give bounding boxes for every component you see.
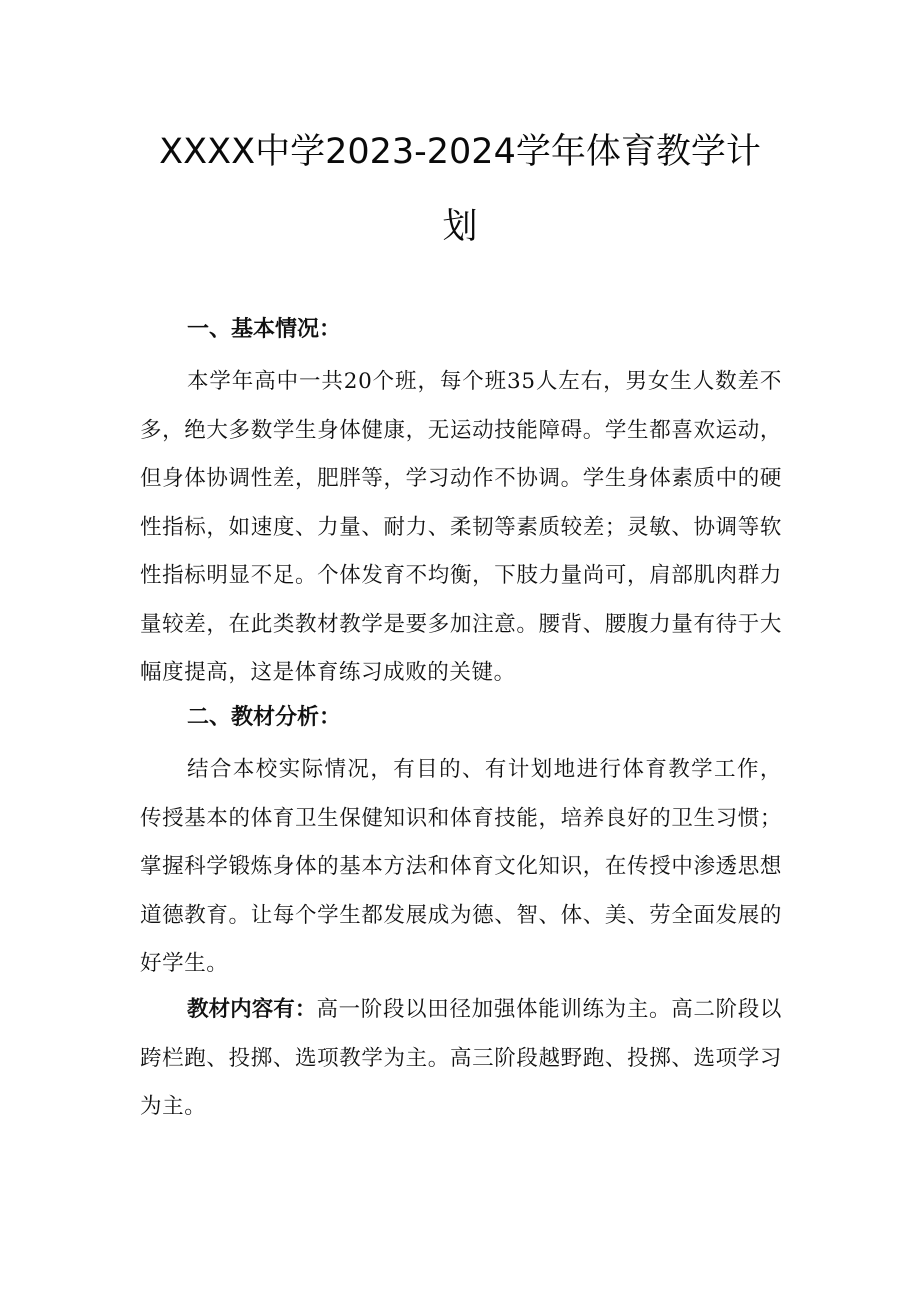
material-content-text: 高一阶段以田径加强体能训练为主。高二阶段以跨栏跑、投掷、选项教学为主。高三阶段越野跑、投掷、选项学习为主。	[140, 997, 782, 1119]
paragraph-basic-situation: 本学年高中一共20个班，每个班35人左右，男女生人数差不多，绝大多数学生身体健康，无运动技能障碍。学生都喜欢运动，但身体协调性差，肥胖等，学习动作不协调。学生身体素质中的硬性指标，如速度、力量、耐力、柔韧等素质较差；灵敏、协调等软性指标明显不足。个体发育不均衡，下肢力量尚可，肩部肌肉群力量较差，在此类教材教学是要多加注意。腰背、腰腹力量有待于大幅度提高，这是体育练习成败的关键。	[140, 369, 782, 685]
document-title-line-1: XXXX中学2023-2024学年体育教学计	[159, 132, 761, 172]
paragraph-material-content	[140, 986, 782, 1132]
document-title-line-2: 划	[442, 207, 478, 247]
paragraph-material-analysis: 结合本校实际情况，有目的、有计划地进行体育教学工作，传授基本的体育卫生保健知识和体育技能，培养良好的卫生习惯；掌握科学锻炼身体的基本方法和体育文化知识，在传授中渗透思想道德教育。让每个学生都发展成为德、智、体、美、劳全面发展的好学生。	[140, 757, 782, 976]
section-heading-material-analysis: 二、教材分析：	[187, 705, 342, 730]
material-content-lead: 教材内容有：	[187, 997, 317, 1022]
section-heading-basic-situation: 一、基本情况：	[187, 317, 342, 342]
